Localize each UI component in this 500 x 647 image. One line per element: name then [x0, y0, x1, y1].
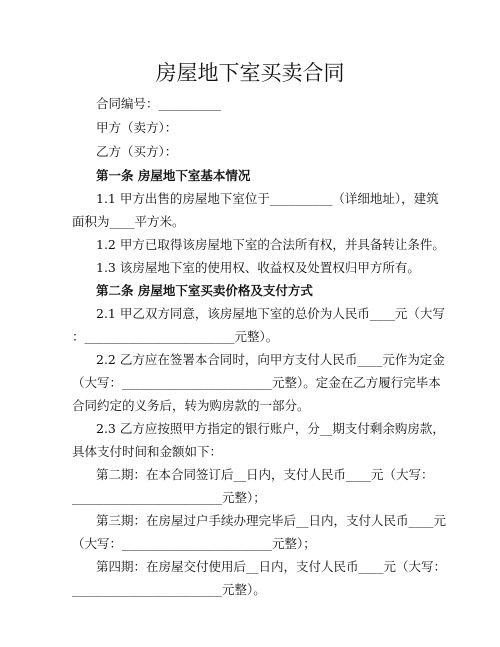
- contract-number-line: 合同编号：__________: [96, 96, 222, 111]
- party-b-line: 乙方（买方）：: [96, 144, 178, 159]
- clause-2-1-line-2: ：________________________元整）。: [72, 329, 279, 344]
- article-1-heading: 第一条 房屋地下室基本情况: [96, 168, 251, 183]
- article-2-heading: 第二条 房屋地下室买卖价格及支付方式: [96, 283, 313, 298]
- party-a-line: 甲方（卖方）：: [96, 120, 178, 135]
- clause-1-2: 1.2 甲方已取得该房屋地下室的合法所有权，并具备转让条件。: [96, 237, 445, 252]
- installment-3-line-1: 第三期：在房屋过户手续办理完毕后__日内，支付人民币____元: [96, 513, 447, 528]
- clause-1-1-line-1: 1.1 甲方出售的房屋地下室位于__________（详细地址），建筑: [96, 191, 439, 206]
- installment-3-line-2: （大写：________________________元整）；: [72, 536, 316, 551]
- clause-2-3-line-1: 2.3 乙方应按照甲方指定的银行账户，分__期支付剩余购房款，: [96, 421, 445, 436]
- clause-2-1-line-1: 2.1 甲乙双方同意，该房屋地下室的总价为人民币____元（大写: [96, 306, 445, 321]
- clause-2-2-line-2: （大写：________________________元整）。定金在乙方履行完毕本: [72, 375, 441, 390]
- clause-2-3-line-2: 具体支付时间和金额如下：: [72, 444, 223, 459]
- clause-2-2-line-1: 2.2 乙方应在签署本合同时，向甲方支付人民币____元作为定金: [96, 352, 445, 367]
- clause-1-1-line-2: 面积为____平方米。: [72, 214, 185, 229]
- installment-2-line-2: ________________________元整）；: [72, 490, 266, 505]
- document-title: 房屋地下室买卖合同: [155, 61, 345, 85]
- clause-1-3: 1.3 该房屋地下室的使用权、收益权及处置权归甲方所有。: [96, 260, 420, 275]
- installment-4-line-1: 第四期：在房屋交付使用后__日内，支付人民币____元（大写：: [96, 559, 447, 574]
- installment-2-line-1: 第二期：在本合同签订后__日内，支付人民币____元（大写：: [96, 467, 434, 482]
- clause-2-2-line-3: 合同约定的义务后，转为购房款的一部分。: [72, 398, 310, 413]
- installment-4-line-2: ________________________元整）。: [72, 582, 266, 597]
